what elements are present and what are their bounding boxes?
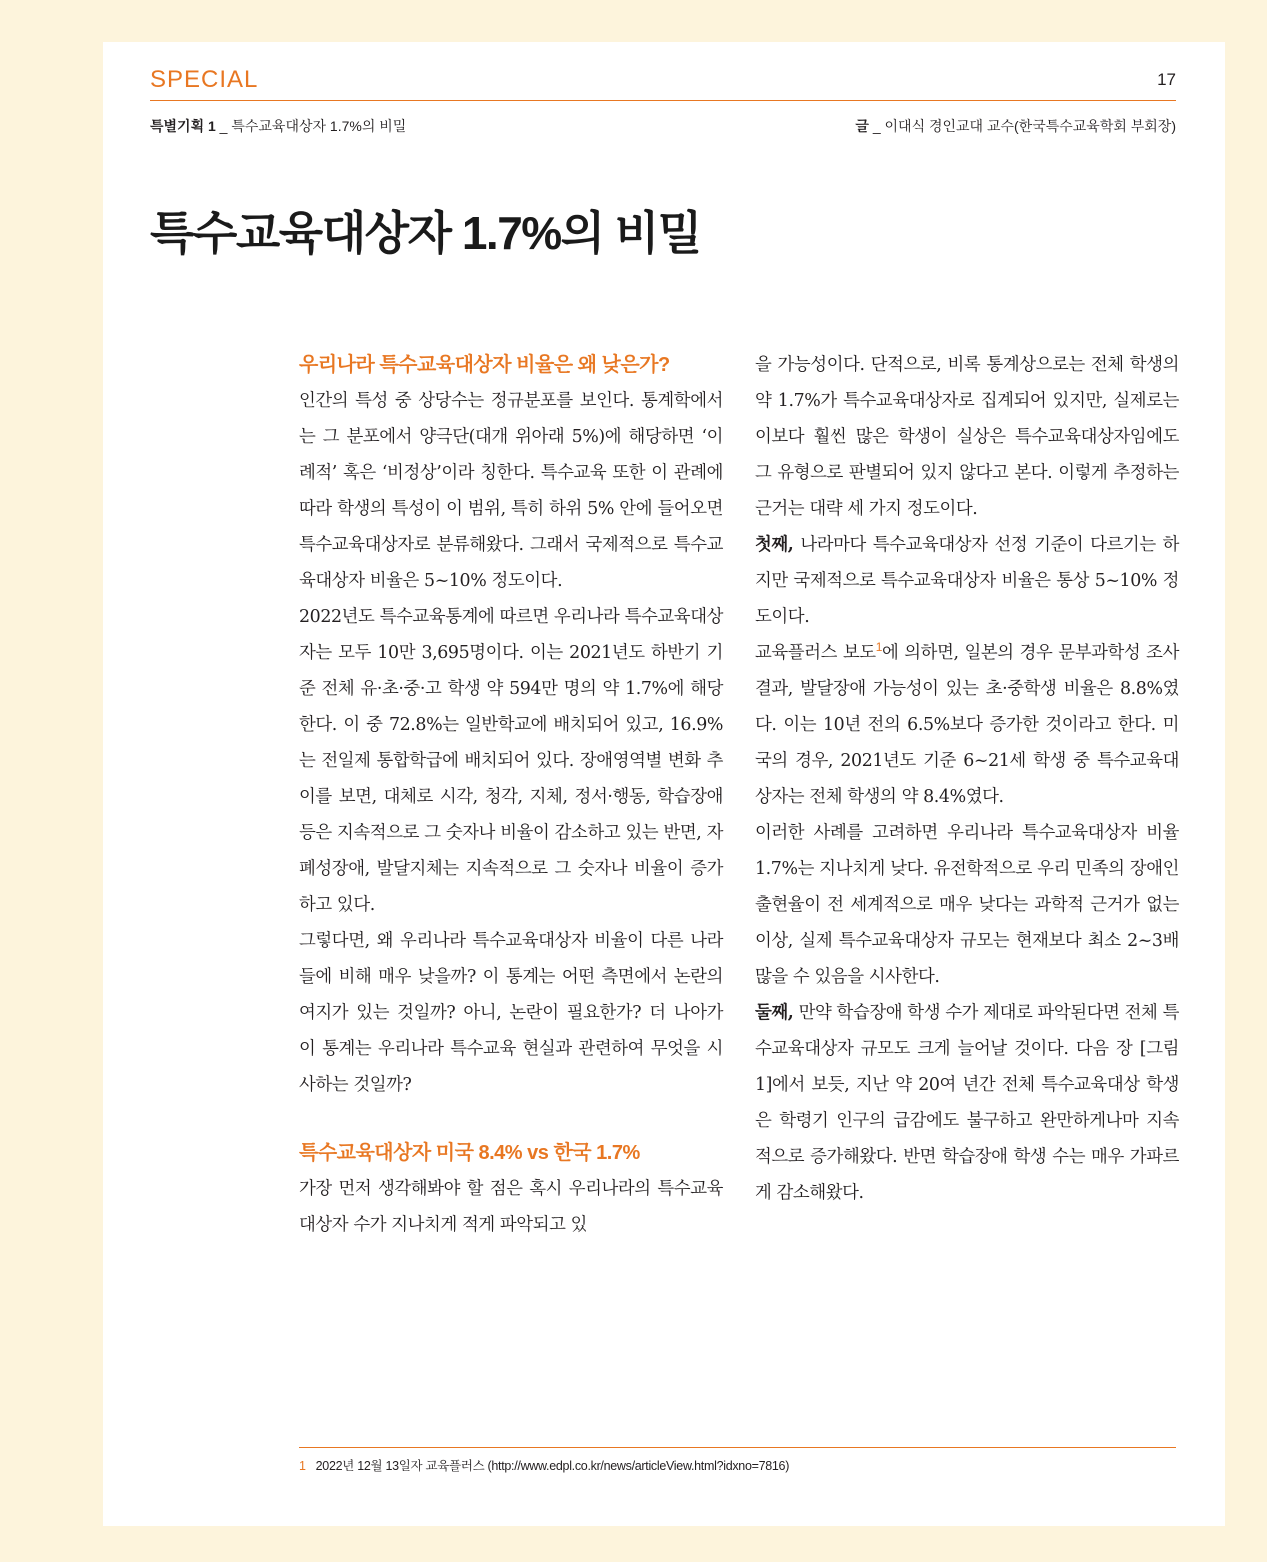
paragraph-text: 나라마다 특수교육대상자 선정 기준이 다르기는 하지만 국제적으로 특수교육대상자 비율은 통상 5~10% 정도이다. — [755, 535, 1179, 627]
paragraph: 을 가능성이다. 단적으로, 비록 통계상으로는 전체 학생의 약 1.7%가 특수교육대상자로 집계되어 있지만, 실제로는 이보다 훨씬 많은 학생이 실상은 특수교육대상자임에도 그 유형으로 판별되어 있지 않다고 본다. 이렇게 추정하는 근거는 대략 세 가지 정도이다. — [755, 355, 1179, 519]
footnote-reference[interactable]: 1 — [875, 640, 882, 655]
left-column — [299, 347, 723, 1243]
series-label: 특별기획 1 — [150, 118, 216, 134]
footnote — [299, 1447, 1176, 1474]
paragraph: 그렇다면, 왜 우리나라 특수교육대상자 비율이 다른 나라들에 비해 매우 낮을까? 이 통계는 어떤 측면에서 논란의 여지가 있는 것일까? 아니, 논란이 필요한가? 더 나아가 이 통계는 우리나라 특수교육 현실과 관련하여 무엇을 시사하는 것일까? — [299, 931, 723, 1095]
paragraph-text: 에 의하면, 일본의 경우 문부과학성 조사 결과, 발달장애 가능성이 있는 초·중학생 비율은 8.8%였다. 이는 10년 전의 6.5%보다 증가한 것이라고 한다. 미국의 경우, 2021년도 기준 6~21세 학생 중 특수교육대상자는 전체 학생의 약 8.4%였다. — [755, 643, 1179, 807]
byline-label: 글 — [855, 118, 869, 134]
paragraph: 2022년도 특수교육통계에 따르면 우리나라 특수교육대상자는 모두 10만 3,695명이다. 이는 2021년도 하반기 기준 전체 유·초·중·고 학생 약 594만 명의 약 1.7%에 해당한다. 이 중 72.8%는 일반학교에 배치되어 있고, 16.9%는 전일제 통합학급에 배치되어 있다. 장애영역별 변화 추이를 보면, 대체로 시각, 청각, 지체, 정서·행동, 학습장애 등은 지속적으로 그 숫자나 비율이 감소하고 있는 반면, 자폐성장애, 발달지체는 지속적으로 그 숫자나 비율이 증가하고 있다. — [299, 607, 723, 915]
byline-text: _ 이대식 경인교대 교수(한국특수교육학회 부회장) — [868, 118, 1176, 134]
paragraph-lead: 둘째, — [755, 1003, 794, 1023]
page-header — [150, 64, 1176, 101]
subheader — [150, 116, 1176, 138]
series-title: _ 특수교육대상자 1.7%의 비밀 — [215, 118, 407, 134]
page-number: 17 — [1157, 70, 1176, 89]
paragraph — [755, 995, 1179, 1211]
right-column — [755, 347, 1179, 1211]
article-title: 특수교육대상자 1.7%의 비밀 — [150, 207, 701, 259]
paragraph-lead: 첫째, — [755, 535, 794, 555]
magazine-page — [103, 42, 1225, 1526]
paragraph: 가장 먼저 생각해봐야 할 점은 혹시 우리나라의 특수교육대상자 수가 지나치게 적게 파악되고 있 — [299, 1179, 723, 1235]
paragraph: 이러한 사례를 고려하면 우리나라 특수교육대상자 비율 1.7%는 지나치게 낮다. 유전학적으로 우리 민족의 장애인 출현율이 전 세계적으로 매우 낮다는 과학적 근거가 없는 이상, 실제 특수교육대상자 규모는 현재보다 최소 2~3배 많을 수 있음을 시사한다. — [755, 823, 1179, 987]
paragraph-text: 교육플러스 보도 — [755, 643, 876, 663]
paragraph — [755, 527, 1179, 635]
footnote-number: 1 — [299, 1459, 306, 1473]
paragraph — [755, 635, 1179, 815]
series-info — [150, 116, 406, 136]
paragraph: 인간의 특성 중 상당수는 정규분포를 보인다. 통계학에서는 그 분포에서 양극단(대개 위아래 5%)에 해당하면 ‘이례적’ 혹은 ‘비정상’이라 칭한다. 특수교육 또한 이 관례에 따라 학생의 특성이 이 범위, 특히 하위 5% 안에 들어오면 특수교육대상자로 분류해왔다. 그래서 국제적으로 특수교육대상자 비율은 5~10% 정도이다. — [299, 391, 723, 591]
section-heading-2: 특수교육대상자 미국 8.4% vs 한국 1.7% — [299, 1142, 640, 1164]
footnote-text: 2022년 12월 13일자 교육플러스 (http://www.edpl.co.kr/news/articleView.html?idxno=7816) — [315, 1459, 790, 1473]
paragraph-text: 만약 학습장애 학생 수가 제대로 파악된다면 전체 특수교육대상자 규모도 크게 늘어날 것이다. 다음 장 [그림1]에서 보듯, 지난 약 20여 년간 전체 특수교육대상 학생은 학령기 인구의 급감에도 불구하고 완만하게나마 지속적으로 증가해왔다. 반면 학습장애 학생 수는 매우 가파르게 감소해왔다. — [755, 1003, 1179, 1203]
byline — [855, 116, 1176, 136]
section-heading-1: 우리나라 특수교육대상자 비율은 왜 낮은가? — [299, 354, 670, 376]
section-label: SPECIAL — [150, 66, 259, 93]
